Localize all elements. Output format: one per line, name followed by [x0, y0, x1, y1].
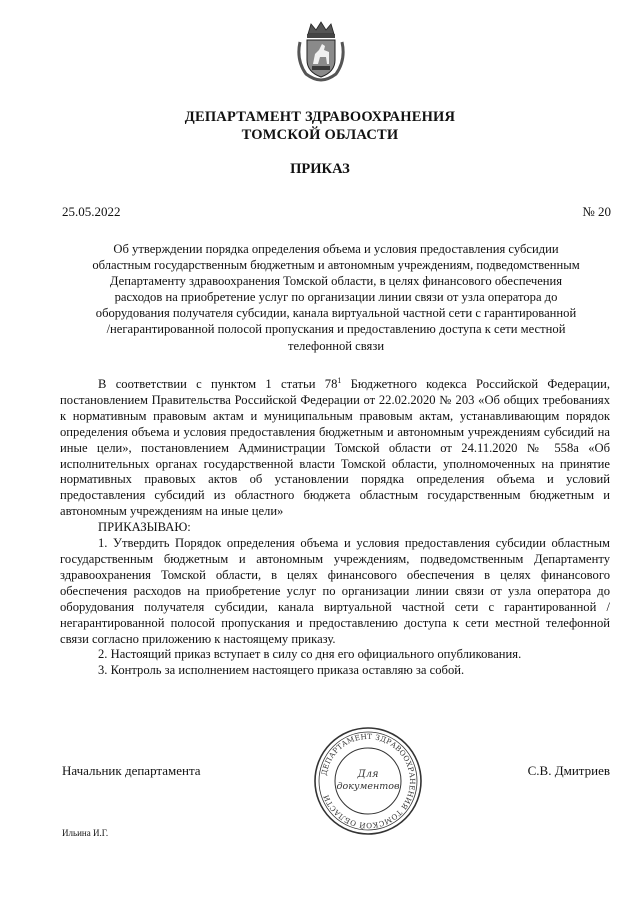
signatory-name: С.В. Дмитриев	[527, 763, 610, 778]
subject-line: расходов на приобретение услуг по организации линии связи от узла оператора до	[114, 290, 558, 305]
preamble-text-b: Бюджетного кодекса Российской Федерации, постановлением Правительства Российской Федерации от 22.02.2020 № 203 «Об общих требованиях к нормативным правовым актам и муниципальным правовым актам, устанавливающим порядок определения объема и условия предоставления бюджетным и автономным учреждениям субсидий на иные цели», постановлением Администрации Томской области от 24.11.2020 № 558а «Об исполнительных органах государственной власти Томской области, уполномоченных на принятие нормативных правовых актов об установлении порядка определения объема и условий предоставления субсидий из областного бюджета областным государственным бюджетным и автономным учреждениям на иные цели»	[60, 377, 610, 519]
signatory-position: Начальник департамента	[62, 763, 201, 778]
document-subject	[60, 241, 612, 354]
article-superscript: 1	[337, 376, 342, 385]
subject-line: оборудования получателя субсидии, канала виртуальной частной сети с гарантированной	[95, 306, 577, 321]
stamp-ring-text: ДЕПАРТАМЕНТ ЗДРАВООХРАНЕНИЯ ТОМСКОЙ ОБЛАСТИ	[319, 731, 418, 831]
coat-of-arms-icon	[296, 20, 346, 82]
subject-line: Об утверждении порядка определения объема и условия предоставления субсидии	[113, 242, 559, 256]
performer-name: Ильина И.Г.	[62, 828, 109, 838]
stamp-center-line-2: документов	[336, 781, 400, 792]
preamble-text-a: В соответствии с пунктом 1 статьи 78	[98, 377, 338, 391]
subject-line: Департаменту здравоохранения Томской области, в целях финансового обеспечения	[109, 274, 563, 289]
document-number: № 20	[582, 204, 611, 219]
order-item-3: 3. Контроль за исполнением настоящего приказа оставляю за собой.	[98, 663, 465, 678]
department-line-2: ТОМСКОЙ ОБЛАСТИ	[241, 127, 399, 143]
order-word: ПРИКАЗЫВАЮ:	[98, 520, 191, 535]
subject-line: телефонной связи	[287, 338, 385, 353]
order-item-1: 1. Утвердить Порядок определения объема и условия предоставления субсидии областным государственным бюджетным и автономным учреждениям, подведомственным Департаменту здравоохранения Томской области, в целях финансового обеспечения в целях финансового обеспечения расходов на приобретение услуг по организации линии связи от узла оператора до оборудования получателя субсидии, канала виртуальной частной сети с гарантированной /негарантированной полосой пропускания и предоставлению доступа к сети местной телефонной связи согласно приложению к настоящему приказу.	[60, 536, 610, 646]
preamble-paragraph	[60, 377, 610, 520]
department-title	[0, 108, 640, 144]
subject-line: областным государственным бюджетным и автономным учреждениям, подведомственным	[92, 258, 580, 273]
department-line-1: ДЕПАРТАМЕНТ ЗДРАВООХРАНЕНИЯ	[184, 109, 456, 125]
official-stamp	[312, 725, 424, 837]
order-item-2: 2. Настоящий приказ вступает в силу со дня его официального опубликования.	[98, 647, 522, 662]
document-date: 25.05.2022	[62, 204, 121, 219]
document-body	[60, 377, 610, 679]
document-type: ПРИКАЗ	[290, 161, 350, 177]
subject-line: /негарантированной полосой пропускания и предоставлению доступа к сети местной	[106, 322, 566, 337]
stamp-center-line-1: Для	[357, 769, 379, 780]
